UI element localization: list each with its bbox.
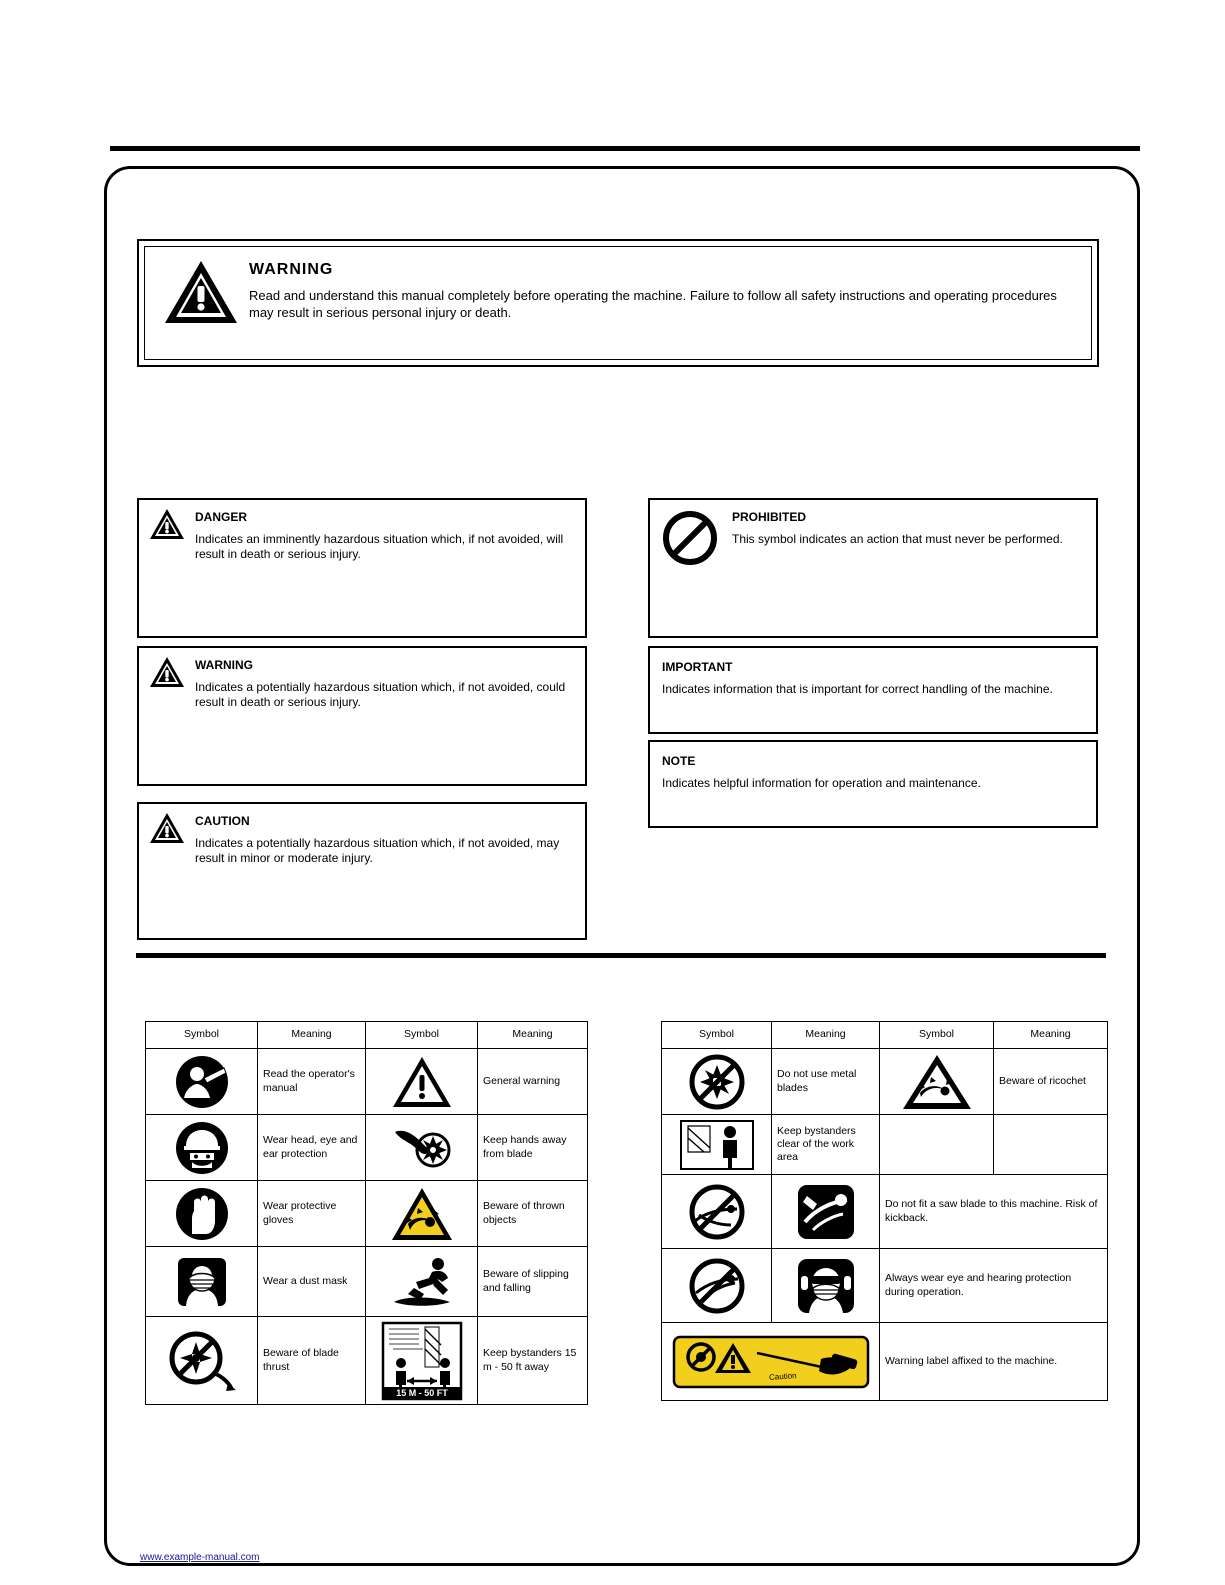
no-saw-blade-icon [662, 1175, 772, 1249]
no-circular-blade-icon [662, 1249, 772, 1323]
warning-banner-text [249, 259, 1079, 322]
note-box-important-text [662, 660, 1086, 697]
note-box-warning-text [195, 658, 575, 711]
caution-label-icon [662, 1323, 880, 1401]
read-manual-icon [146, 1049, 258, 1115]
table-header-symbol-1: Symbol [662, 1022, 772, 1049]
top-rule [110, 146, 1140, 151]
note-box-prohibited-body: This symbol indicates an action that must never be performed. [732, 531, 1063, 546]
table-cell-meaning: Keep bystanders clear of the work area [772, 1115, 880, 1175]
table-row [146, 1247, 588, 1317]
no-metal-blade-icon [662, 1049, 772, 1115]
keep-bystanders-clear-icon [662, 1115, 772, 1175]
table-header-symbol-1: Symbol [146, 1022, 258, 1049]
warning-banner-signal-word: WARNING [249, 261, 334, 278]
table-row [146, 1115, 588, 1181]
note-box-warning-label: WARNING [195, 658, 253, 672]
table-row [662, 1323, 1108, 1401]
note-box-warning [137, 646, 587, 786]
note-box-prohibited [648, 498, 1098, 638]
wear-dust-mask-icon [146, 1247, 258, 1317]
table-cell-meaning: Wear head, eye and ear protection [258, 1115, 366, 1181]
note-box-note-label: NOTE [662, 754, 696, 768]
footnote-link[interactable]: www.example-manual.com [140, 1552, 260, 1563]
table-cell-meaning: Wear a dust mask [258, 1247, 366, 1317]
wear-eye-ear-protection-icon [772, 1249, 880, 1323]
slip-fall-hazard-icon [366, 1247, 478, 1317]
table-cell-meaning: Keep bystanders 15 m - 50 ft away [478, 1317, 588, 1405]
warning-banner [137, 239, 1099, 367]
table-cell-meaning: Always wear eye and hearing protection during operation. [880, 1249, 1108, 1323]
note-box-note-text [662, 754, 1086, 791]
note-box-note-body: Indicates helpful information for operation and maintenance. [662, 775, 981, 790]
table-row [146, 1317, 588, 1405]
table-row [662, 1115, 1108, 1175]
general-warning-triangle-icon [366, 1049, 478, 1115]
symbol-table-left [145, 1021, 588, 1405]
warning-banner-body: Read and understand this manual completely before operating the machine. Failure to follow all safety instructions and operating procedures may result in serious personal injury or death. [249, 287, 1057, 321]
table-cell-meaning: Beware of thrown objects [478, 1181, 588, 1247]
warning-triangle-icon [149, 656, 185, 693]
note-box-caution-label: CAUTION [195, 814, 250, 828]
note-box-prohibited-label: PROHIBITED [732, 510, 807, 524]
table-row [146, 1181, 588, 1247]
note-box-danger-body: Indicates an imminently hazardous situation which, if not avoided, will result in death or serious injury. [195, 531, 564, 562]
symbol-table-right [661, 1021, 1108, 1401]
table-header-meaning-1: Meaning [258, 1022, 366, 1049]
note-box-note [648, 740, 1098, 828]
wear-gloves-icon [146, 1181, 258, 1247]
middle-rule [136, 953, 1106, 958]
caution-label-text: Caution [768, 1370, 797, 1382]
table-header-symbol-2: Symbol [366, 1022, 478, 1049]
table-cell-meaning: Warning label affixed to the machine. [880, 1323, 1108, 1401]
note-box-prohibited-text [732, 510, 1086, 547]
note-box-caution-body: Indicates a potentially hazardous situation which, if not avoided, may result in minor or moderate injury. [195, 835, 560, 866]
table-header-meaning-1: Meaning [772, 1022, 880, 1049]
note-box-caution-text [195, 814, 575, 867]
table-cell-meaning: Do not use metal blades [772, 1049, 880, 1115]
table-cell-meaning: Keep hands away from blade [478, 1115, 588, 1181]
table-cell-symbol-empty [880, 1115, 994, 1175]
note-box-danger-text [195, 510, 575, 563]
note-box-danger [137, 498, 587, 638]
table-cell-meaning: Do not fit a saw blade to this machine. Risk of kickback. [880, 1175, 1108, 1249]
thrown-objects-hazard-icon [366, 1181, 478, 1247]
kickback-hazard-icon [772, 1175, 880, 1249]
table-header-meaning-2: Meaning [994, 1022, 1108, 1049]
table-cell-meaning: Read the operator's manual [258, 1049, 366, 1115]
table-header-row [146, 1022, 588, 1049]
warning-triangle-icon [163, 259, 239, 330]
table-header-row [662, 1022, 1108, 1049]
keep-bystanders-away-icon [366, 1317, 478, 1405]
table-header-symbol-2: Symbol [880, 1022, 994, 1049]
warning-triangle-icon [149, 508, 185, 545]
note-box-warning-body: Indicates a potentially hazardous situation which, if not avoided, could result in death or serious injury. [195, 679, 566, 710]
table-cell-meaning: General warning [478, 1049, 588, 1115]
note-box-important [648, 646, 1098, 734]
table-row [146, 1049, 588, 1115]
note-box-caution [137, 802, 587, 940]
table-row [662, 1049, 1108, 1115]
table-row [662, 1249, 1108, 1323]
table-cell-meaning: Beware of ricochet [994, 1049, 1108, 1115]
prohibition-icon [662, 510, 718, 571]
table-cell-meaning: Beware of slipping and falling [478, 1247, 588, 1317]
note-box-important-label: IMPORTANT [662, 660, 733, 674]
table-cell-meaning: Beware of blade thrust [258, 1317, 366, 1405]
table-header-meaning-2: Meaning [478, 1022, 588, 1049]
wear-head-eye-protection-icon [146, 1115, 258, 1181]
note-box-important-body: Indicates information that is important for correct handling of the machine. [662, 681, 1053, 696]
bystander-distance-label: 15 M - 50 FT [395, 1387, 448, 1398]
ricochet-hazard-triangle-icon [880, 1049, 994, 1115]
note-box-danger-label: DANGER [195, 510, 248, 524]
no-blade-thrust-icon [146, 1317, 258, 1405]
table-cell-meaning-empty [994, 1115, 1108, 1175]
hand-cutting-hazard-icon [366, 1115, 478, 1181]
warning-triangle-icon [149, 812, 185, 849]
table-cell-meaning: Wear protective gloves [258, 1181, 366, 1247]
table-row [662, 1175, 1108, 1249]
